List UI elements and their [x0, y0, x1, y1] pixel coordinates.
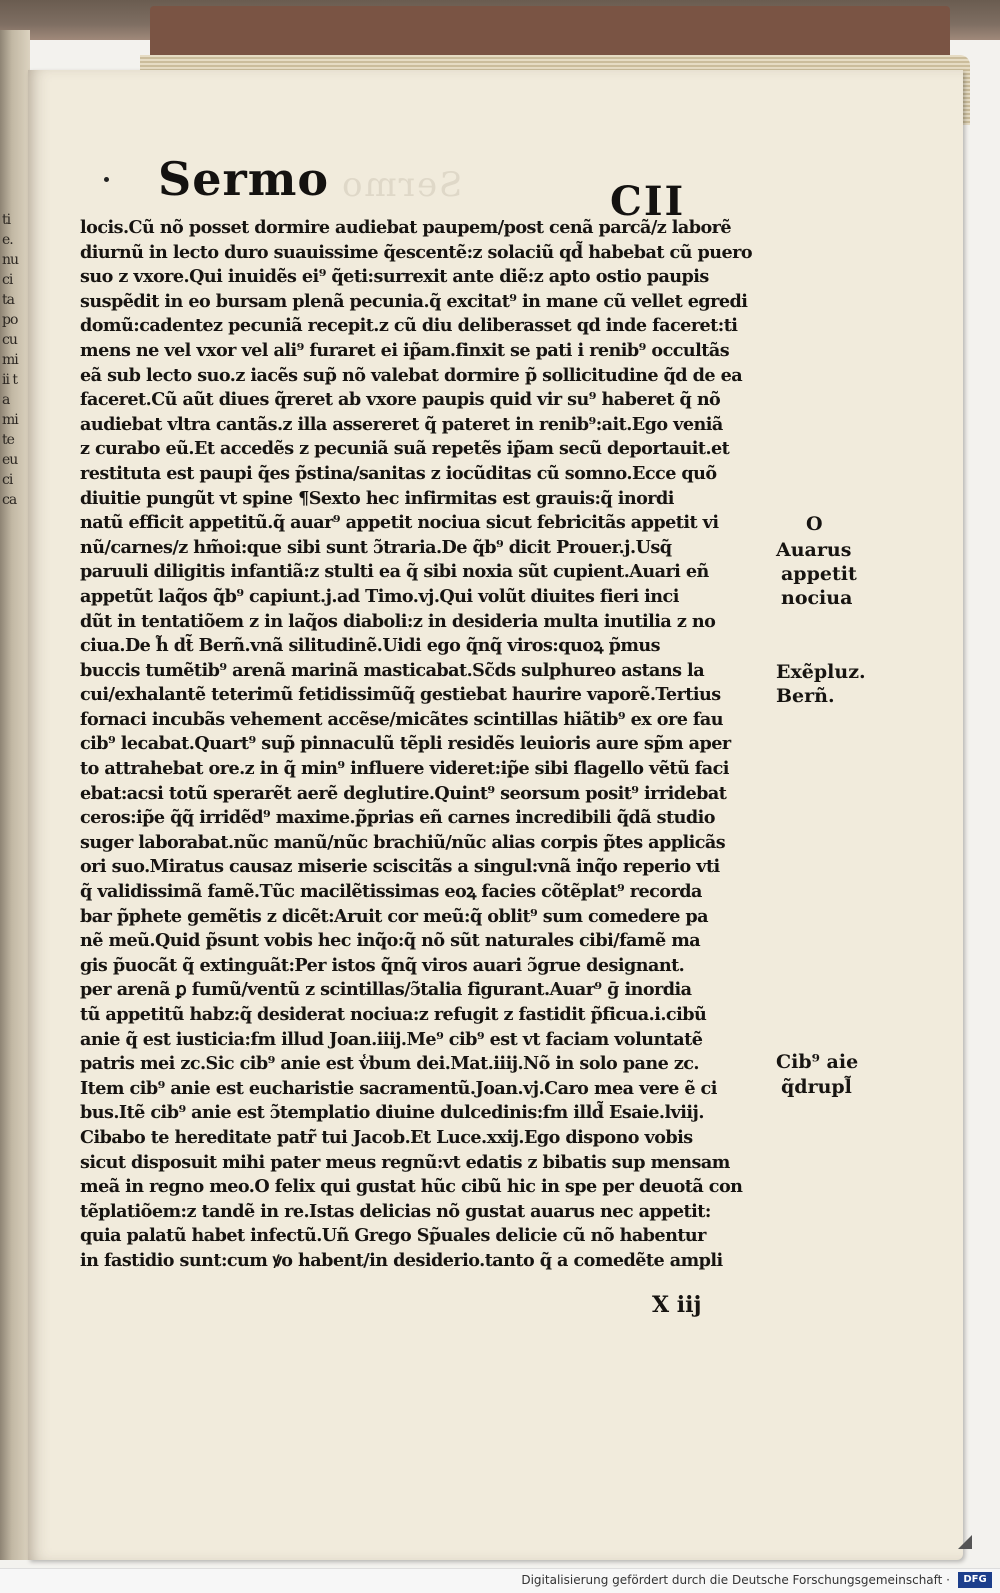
footer-credit: Digitalisierung gefördert durch die Deutsche Forschungsgemeinschaft ·: [521, 1573, 950, 1587]
text-line: nũ/carnes/z hm̃oi:que sibi sunt ɔ̃traria.De q̃b⁹ dicit Prouer.j.Usq̃: [80, 536, 672, 558]
text-line: natũ efficit appetitũ.q̃ auar⁹ appetit nociua sicut febricitãs appetit vi: [80, 512, 719, 534]
signature-mark: X iij: [652, 1292, 702, 1318]
text-line: in fastidio sunt:cum ꝟo habent/in desiderio.tanto q̃ a comedẽte ampli: [80, 1249, 723, 1271]
marginal-note: Exẽpluz.: [776, 661, 866, 683]
text-line: nẽ meũ.Quid p̃sunt vobis hec inq̃o:q̃ nõ sũt naturales cibi/famẽ ma: [80, 930, 701, 952]
marginal-note: Berñ.: [776, 685, 835, 707]
text-line: cui/exhalantẽ teterimũ fetidissimũq̃ gestiebat haurire vaporẽ.Tertius: [80, 684, 721, 706]
marginal-note: Cib⁹ aie: [776, 1051, 859, 1073]
text-line: eã sub lecto suo.z iacẽs sup̃ nõ valebat dormire p̃ sollicitudine q̃d de ea: [80, 364, 743, 386]
text-line: sicut disposuit mihi pater meus regnũ:vt edatis z bibatis sup mensam: [80, 1151, 730, 1173]
text-line: paruuli diligitis infantiã:z stulti ea q̃ sibi noxia sũt cupient.Auari eñ: [80, 561, 709, 583]
text-line: diurnũ in lecto duro suauissime q̃escentẽ:z solaciũ qd̃ habebat cũ puero: [80, 241, 753, 263]
left-page-fragment: tie. nu ci ta po cu mi ii ta mi te eu ci ca: [2, 212, 19, 508]
text-line: q̃ validissimã famẽ.Tũc macilẽtissimas eoꝝ facies cõtẽplat⁹ recorda: [80, 881, 702, 903]
marginal-note: nociua: [781, 587, 853, 609]
text-line: patris mei zc.Sic cib⁹ anie est v̾bum dei.Mat.iiij.Nõ in solo pane zc.: [80, 1053, 700, 1075]
text-line: quia palatũ habet infectũ.Uñ Grego Sp̃uales delicie cũ nõ habentur: [80, 1225, 706, 1247]
text-line: tũ appetitũ habz:q̃ desiderat nociua:z refugit z fastidit p̃ficua.i.cibũ: [80, 1004, 707, 1025]
main-text-column: [80, 216, 772, 1274]
text-line: ebat:acsi totũ sperarẽt aerẽ deglutire.Quint⁹ seorsum posit⁹ irridebat: [80, 782, 727, 804]
text-line: appetũt laq̃os q̃b⁹ capiunt.j.ad Timo.vj.Qui volũt diuites fieri inci: [80, 585, 679, 607]
text-line: mens ne vel vxor vel ali⁹ furaret ei ip̃am.finxit se pati i renib⁹ occultãs: [80, 339, 730, 361]
left-page-edge: [0, 30, 30, 1560]
text-line: dũt in tentatiõem z in laq̃os diaboli:z in desideria multa inutilia z no: [80, 610, 716, 632]
text-line: anie q̃ est iusticia:fm illud Joan.iiij.Me⁹ cib⁹ est vt faciam voluntatẽ: [80, 1028, 703, 1050]
text-line: faceret.Cũ aũt diues q̃reret ab vxore paupis quid vir su⁹ haberet q̃ nõ: [80, 389, 721, 411]
text-line: fornaci incubãs vehement accẽse/micãtes scintillas hiãtib⁹ ex ore fau: [80, 708, 724, 730]
text-line: suspẽdit in eo bursam plenã pecunia.q̃ excitat⁹ in mane cũ vellet egredi: [80, 290, 748, 312]
text-line: Cibabo te hereditate patr̃ tui Jacob.Et Luce.xxij.Ego dispono vobis: [80, 1126, 693, 1148]
text-line: diuitie pungũt vt spine ¶Sexto hec infirmitas est grauis:q̃ inordi: [80, 487, 674, 509]
marginal-note: appetit: [781, 563, 857, 585]
text-line: z curabo eũ.Et accedẽs z pecuniã suã repetẽs ip̃am secũ deportauit.et: [80, 438, 730, 460]
text-line: domũ:cadentez pecuniã recepit.z cũ diu deliberasset qd inde faceret:ti: [80, 315, 738, 337]
folio-number: CII: [610, 178, 686, 225]
footer-bar: [0, 1568, 1000, 1593]
text-line: to attrahebat ore.z in q̃ min⁹ influere videret:ip̃e sibi flagello vẽtũ faci: [80, 758, 729, 780]
ink-dot: [104, 177, 109, 182]
marginal-note: O: [806, 513, 823, 535]
page-corner: [958, 1535, 972, 1549]
show-through-text: Sermo: [340, 165, 463, 205]
marginal-note: Auarus: [776, 539, 852, 561]
text-line: suo z vxore.Qui inuidẽs ei⁹ q̃eti:surrexit ante diẽ:z apto ostio paupis: [80, 266, 709, 288]
text-line: ceros:ip̃e q̃q̃ irridẽd⁹ maxime.p̃prias eñ carnes incredibili q̃dã studio: [80, 807, 715, 829]
text-line: cib⁹ lecabat.Quart⁹ sup̃ pinnaculũ tẽpli residẽs leuioris aure sp̃m aper: [80, 733, 731, 755]
text-line: restituta est paupi q̃es p̃stina/sanitas z iocũditas cũ somno.Ecce quõ: [80, 462, 717, 484]
text-line: locis.Cũ nõ posset dormire audiebat paupem/post cenã parcã/z laborẽ: [80, 217, 732, 238]
dfg-logo: DFG: [958, 1572, 992, 1588]
text-line: ciua.De h̃ dt̃ Berñ.vnã silitudinẽ.Uidi ego q̃nq̃ viros:quoꝝ p̃mus: [80, 635, 661, 657]
text-line: per arenã ꝑ fumũ/ventũ z scintillas/ɔ̃talia figurant.Auar⁹ ḡ inordia: [80, 979, 692, 1001]
text-line: ori suo.Miratus causaz miserie sciscitãs a singul:vnã inq̃o reperio vti: [80, 856, 720, 878]
text-line: suger laborabat.nũc manũ/nũc brachiũ/nũc alias corpis p̃tes applicãs: [80, 831, 726, 853]
text-line: bus.Itẽ cib⁹ anie est ɔ̃templatio diuine dulcedinis:fm illd̃ Esaie.lviij.: [80, 1102, 704, 1124]
running-head: Sermo: [158, 152, 330, 206]
text-line: audiebat vltra cantãs.z illa assereret q̃ pateret in renib⁹:ait.Ego veniã: [80, 413, 723, 435]
text-line: gis p̃uocãt q̃ extinguãt:Per istos q̃nq̃ viros auari ɔ̃grue designant.: [80, 954, 685, 976]
text-line: tẽplatiõem:z tandẽ in re.Istas delicias nõ gustat auarus nec appetit:: [80, 1200, 711, 1222]
text-line: meã in regno meo.O felix qui gustat hũc cibũ hic in spe per deuotã con: [80, 1176, 743, 1198]
text-line: buccis tumẽtib⁹ arenã marinã masticabat.Sc̃ds sulphureo astans la: [80, 659, 705, 681]
text-line: bar p̃phete gemẽtis z dicẽt:Aruit cor meũ:q̃ oblit⁹ sum comedere pa: [80, 905, 709, 927]
marginal-note: q̃drupl̃: [781, 1076, 852, 1098]
text-line: Item cib⁹ anie est eucharistie sacramentũ.Joan.vj.Caro mea vere ẽ ci: [80, 1077, 717, 1099]
